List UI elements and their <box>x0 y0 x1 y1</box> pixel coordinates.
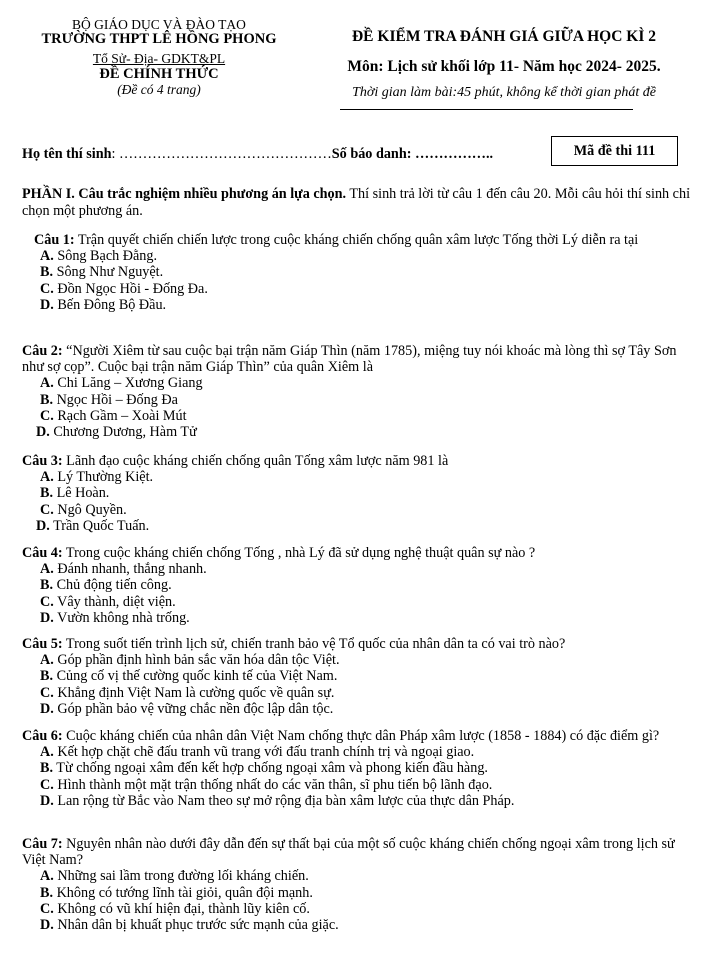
school-header <box>14 18 304 98</box>
student-info <box>22 146 493 162</box>
option-a[interactable]: A. Sông Bạch Đằng. <box>40 248 158 265</box>
exam-code-box: Mã đề thi 111 <box>551 136 678 166</box>
student-id-label: Số báo danh: <box>331 146 412 162</box>
option-b[interactable]: B. Củng cố vị thế cường quốc kinh tế của Việt Nam. <box>40 668 338 685</box>
part-one-title: PHẦN I. Câu trắc nghiệm nhiều phương án lựa chọn. <box>22 186 347 202</box>
question-label: Câu 4: <box>22 545 63 561</box>
question-text: Cuộc kháng chiến của nhân dân Việt Nam chống thực dân Pháp xâm lược (1858 - 1884) có đặc điểm gì? <box>62 728 660 744</box>
question-4 <box>22 545 690 626</box>
option-c[interactable]: C. Khẳng định Việt Nam là cường quốc về quân sự. <box>40 684 335 701</box>
question-6 <box>22 728 690 809</box>
question-stem <box>34 232 690 248</box>
option-a[interactable]: A. Chi Lăng – Xương Giang <box>40 375 203 392</box>
student-name-label: Họ tên thí sinh <box>22 146 112 162</box>
question-5 <box>22 636 690 717</box>
option-b[interactable]: B. Sông Như Nguyệt. <box>40 264 164 281</box>
part-one-intro <box>22 186 690 220</box>
question-stem <box>22 728 690 744</box>
option-c[interactable]: C. Ngô Quyền. <box>40 501 127 518</box>
option-c[interactable]: C. Vây thành, diệt viện. <box>40 593 176 610</box>
question-text: Trong suốt tiến trình lịch sử, chiến tranh bảo vệ Tổ quốc của nhân dân ta có vai trò nào? <box>62 636 566 652</box>
question-2 <box>22 343 690 440</box>
question-label: Câu 3: <box>22 453 63 469</box>
exam-title: ĐỀ KIỂM TRA ĐÁNH GIÁ GIỮA HỌC KÌ 2 <box>351 28 656 45</box>
option-b[interactable]: B. Từ chống ngoại xâm đến kết hợp chống ngoại xâm và phong kiến đầu hàng. <box>40 760 488 777</box>
ministry-name: BỘ GIÁO DỤC VÀ ĐÀO TẠO <box>72 17 246 32</box>
page-count: (Đề có 4 trang) <box>117 82 201 97</box>
student-id-field: …………….. <box>411 146 494 162</box>
question-label: Câu 2: <box>22 343 63 359</box>
exam-header <box>308 28 700 101</box>
option-c[interactable]: C. Rạch Gầm – Xoài Mút <box>40 407 187 424</box>
question-stem <box>22 343 690 375</box>
option-d[interactable]: D. Chương Dương, Hàm Tử <box>36 424 197 441</box>
option-d[interactable]: D. Bến Đông Bộ Đầu. <box>40 296 167 313</box>
option-c[interactable]: C. Không có vũ khí hiện đại, thành lũy kiên cố. <box>40 900 310 917</box>
option-d[interactable]: D. Lan rộng từ Bắc vào Nam theo sự mở rộng địa bàn xâm lược của thực dân Pháp. <box>40 792 515 809</box>
question-text: Nguyên nhân nào dưới đây dẫn đến sự thất bại của một số cuộc kháng chiến chống ngoại xâm trong lịch sử Việt Nam? <box>22 836 675 869</box>
option-b[interactable]: B. Ngọc Hồi – Đống Đa <box>40 391 178 408</box>
option-d[interactable]: D. Nhân dân bị khuất phục trước sức mạnh của giặc. <box>40 917 339 934</box>
question-text: Lãnh đạo cuộc kháng chiến chống quân Tống xâm lược năm 981 là <box>62 453 449 469</box>
question-stem <box>22 836 690 868</box>
option-c[interactable]: C. Hình thành một mặt trận thống nhất do các văn thân, sĩ phu tiến bộ lãnh đạo. <box>40 776 493 793</box>
option-d[interactable]: D. Trần Quốc Tuấn. <box>36 517 150 534</box>
question-text: “Người Xiêm từ sau cuộc bại trận năm Giáp Thìn (năm 1785), miệng tuy nói khoác mà lòng thì sợ Tây Sơn như sợ cọp”. Cuộc bại trận năm Giáp Thìn” của quân Xiêm là <box>22 343 677 376</box>
school-name: TRƯỜNG THPT LÊ HỒNG PHONG <box>41 31 277 47</box>
option-a[interactable]: A. Những sai lầm trong đường lối kháng chiến. <box>40 868 309 885</box>
option-d[interactable]: D. Vườn không nhà trống. <box>40 609 190 626</box>
exam-duration: Thời gian làm bài:45 phút, không kể thời gian phát đề <box>352 85 656 100</box>
part-one-instruction: Thí sinh trả lời từ câu 1 đến câu 20. Mỗi câu hỏi thí sinh chỉ chọn một phương án. <box>22 186 691 219</box>
question-1 <box>22 232 690 313</box>
option-b[interactable]: B. Không có tướng lĩnh tài giỏi, quân đội mạnh. <box>40 884 313 901</box>
student-name-field: : ……………………………………… <box>111 146 332 162</box>
question-label: Câu 1: <box>34 232 75 248</box>
exam-subject: Môn: Lịch sử khối lớp 11- Năm học 2024- 2025. <box>347 58 661 75</box>
question-stem <box>22 636 690 652</box>
option-d[interactable]: D. Góp phần bảo vệ vững chắc nền độc lập dân tộc. <box>40 700 334 717</box>
option-b[interactable]: B. Chủ động tiến công. <box>40 577 172 594</box>
header-divider <box>340 109 633 110</box>
option-a[interactable]: A. Đánh nhanh, thắng nhanh. <box>40 561 207 578</box>
option-a[interactable]: A. Lý Thường Kiệt. <box>40 469 154 486</box>
question-text: Trong cuộc kháng chiến chống Tống , nhà Lý đã sử dụng nghệ thuật quân sự nào ? <box>62 545 536 561</box>
question-7 <box>22 836 690 933</box>
question-3 <box>22 453 690 534</box>
option-a[interactable]: A. Kết hợp chặt chẽ đấu tranh vũ trang với đấu tranh chính trị và ngoại giao. <box>40 744 475 761</box>
option-a[interactable]: A. Góp phần định hình bản sắc văn hóa dân tộc Việt. <box>40 652 340 669</box>
official-label: ĐỀ CHÍNH THỨC <box>99 66 219 82</box>
question-stem <box>22 453 690 469</box>
question-label: Câu 5: <box>22 636 63 652</box>
option-b[interactable]: B. Lê Hoàn. <box>40 485 110 502</box>
question-stem <box>22 545 690 561</box>
question-text: Trận quyết chiến chiến lược trong cuộc kháng chiến chống quân xâm lược Tống thời Lý diễn ra tại <box>74 232 639 248</box>
question-label: Câu 7: <box>22 836 63 852</box>
option-c[interactable]: C. Đồn Ngọc Hồi - Đống Đa. <box>40 280 208 297</box>
department-name: Tổ Sử- Địa- GDKT&PL <box>92 51 226 66</box>
question-label: Câu 6: <box>22 728 63 744</box>
